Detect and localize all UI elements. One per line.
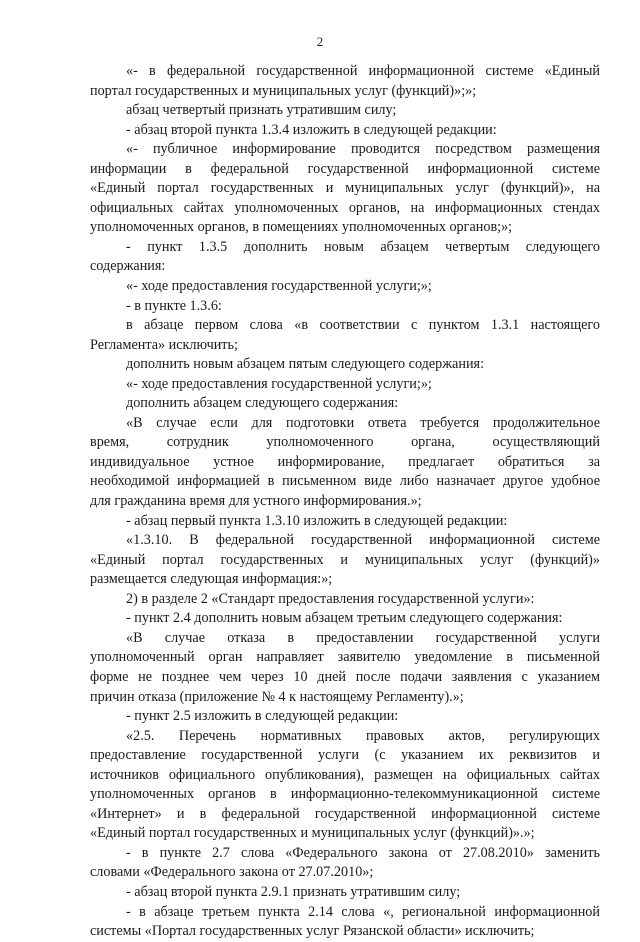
text-line: «В случае отказа в предоставлении государственной услуги [126, 629, 600, 646]
text-line: источников официального опубликования), размещен на официальных сайтах [90, 766, 600, 783]
text-line: предоставление государственной услуги (с указанием их реквизитов и [90, 747, 600, 764]
text-line: уполномоченных органов, в помещениях уполномоченных органов;»; [90, 219, 513, 236]
text-line: «- публичное информирование проводится посредством размещения [126, 141, 600, 158]
text-line: - в пункте 1.3.6: [126, 297, 222, 314]
text-line: информации в федеральной государственной информационной системе [90, 160, 600, 177]
text-line: портал государственных и муниципальных услуг (функций)»;»; [90, 82, 477, 99]
text-line: словами «Федерального закона от 27.07.2010»; [90, 864, 374, 881]
text-line: абзац четвертый признать утратившим силу; [126, 102, 397, 119]
text-line: - абзац второй пункта 1.3.4 изложить в следующей редакции: [126, 121, 497, 138]
text-line: необходимой информацией в письменном виде либо назначает другое удобное [90, 473, 600, 490]
text-line: для гражданина время для устного информирования.»; [90, 493, 422, 510]
text-line: системы «Портал государственных услуг Рязанской области» исключить; [90, 923, 535, 940]
text-line: официальных сайтах уполномоченных органов, на информационных стендах [90, 199, 600, 216]
document-body [90, 62, 600, 942]
text-line: «Интернет» и в федеральной государственной информационной системе [90, 805, 600, 822]
text-line: дополнить абзацем следующего содержания: [126, 395, 399, 412]
text-line: уполномоченных органов в информационно-телекоммуникационной системе [90, 786, 600, 803]
text-line: «Единый портал государственных и муниципальных услуг (функций)», на [90, 180, 600, 197]
text-line: в абзаце первом слова «в соответствии с пунктом 1.3.1 настоящего [126, 317, 600, 334]
text-line: форме не позднее чем через 10 дней после подачи заявления с указанием [90, 668, 600, 685]
page-number: 2 [316, 34, 324, 49]
text-line: 2) в разделе 2 «Стандарт предоставления государственной услуги»: [126, 590, 535, 607]
text-line: причин отказа (приложение № 4 к настоящему Регламенту).»; [90, 688, 464, 705]
text-line: содержания: [90, 258, 166, 275]
text-line: - пункт 1.3.5 дополнить новым абзацем четвертым следующего [126, 238, 600, 255]
text-line: - абзац второй пункта 2.9.1 признать утратившим силу; [126, 883, 461, 900]
text-line: «2.5. Перечень нормативных правовых актов, регулирующих [126, 727, 600, 744]
text-line: индивидуальное устное информирование, предлагает обратиться за [90, 453, 600, 470]
text-line: размещается следующая информация:»; [90, 571, 333, 588]
text-line: - в абзаце третьем пункта 2.14 слова «, региональной информационной [126, 903, 600, 920]
text-line: - абзац первый пункта 1.3.10 изложить в следующей редакции: [126, 512, 508, 529]
text-line: «Единый портал государственных и муниципальных услуг (функций)» [90, 551, 600, 568]
text-line: - пункт 2.4 дополнить новым абзацем третьим следующего содержания: [126, 610, 563, 627]
text-line: - пункт 2.5 изложить в следующей редакции: [126, 708, 399, 725]
text-line: «- в федеральной государственной информационной системе «Единый [126, 63, 600, 79]
text-line: время, сотрудник уполномоченного органа, осуществляющий [90, 434, 600, 451]
text-line: «- ходе предоставления государственной услуги;»; [126, 278, 432, 295]
text-line: «Единый портал государственных и муниципальных услуг (функций)».»; [90, 825, 535, 842]
text-line: уполномоченный орган направляет заявителю уведомление в письменной [90, 649, 600, 666]
text-line: дополнить новым абзацем пятым следующего содержания: [126, 356, 485, 373]
text-line: - в пункте 2.7 слова «Федерального закона от 27.08.2010» заменить [126, 844, 600, 861]
text-line: Регламента» исключить; [90, 336, 238, 353]
text-line: «1.3.10. В федеральной государственной информационной системе [126, 532, 600, 549]
text-line: «В случае если для подготовки ответа требуется продолжительное [126, 414, 600, 431]
text-line: «- ходе предоставления государственной услуги;»; [126, 375, 432, 392]
